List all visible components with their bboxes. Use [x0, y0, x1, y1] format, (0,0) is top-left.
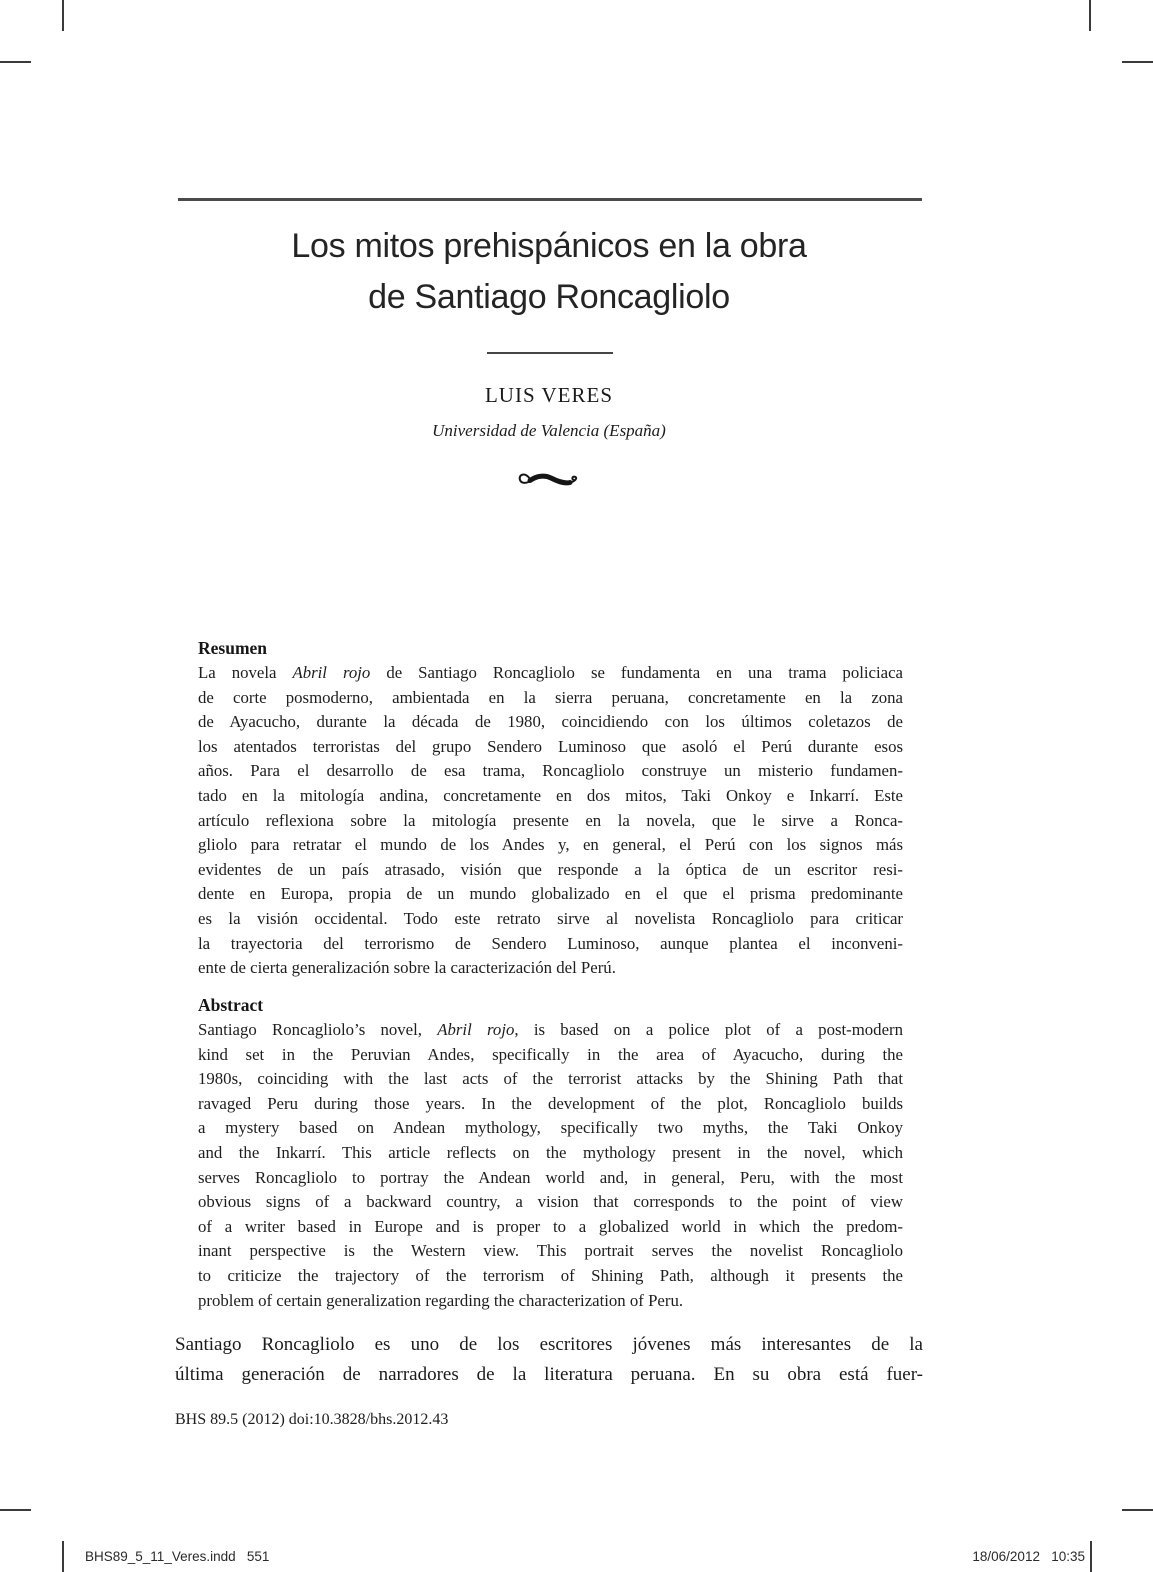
- fleuron-ornament-icon: [175, 470, 923, 492]
- text-line: evidentes de un país atrasado, visión que responde a la óptica de un escritor resi-: [198, 859, 903, 879]
- text-line: of a writer based in Europe and is proper to a globalized world in which the predom-: [198, 1216, 903, 1236]
- text-line: es la visión occidental. Todo este retrato sirve al novelista Roncagliolo para criticar: [198, 908, 903, 928]
- text-line: la trayectoria del terrorismo de Sendero Luminoso, aunque plantea el inconveni-: [198, 933, 903, 953]
- text-line: serves Roncagliolo to portray the Andean world and, in general, Peru, with the most: [198, 1167, 903, 1187]
- text-line: ente de cierta generalización sobre la caracterización del Perú.: [198, 958, 616, 978]
- text-line: inant perspective is the Western view. This portrait serves the novelist Roncagliolo: [198, 1241, 903, 1261]
- text-line: los atentados terroristas del grupo Sendero Luminoso que asoló el Perú durante esos: [198, 736, 903, 756]
- doi-citation: BHS 89.5 (2012) doi:10.3828/bhs.2012.43: [175, 1411, 449, 1428]
- resumen-text: [198, 661, 903, 981]
- author-name: LUIS VERES: [484, 383, 614, 407]
- text-line: dente en Europa, propia de un mundo globalizado en el que el prisma predominante: [198, 884, 903, 904]
- abstract-section: [198, 993, 903, 1313]
- text-line: Santiago Roncagliolo es uno de los escritores jóvenes más interesantes de la: [175, 1334, 923, 1355]
- text-line: problem of certain generalization regarding the characterization of Peru.: [198, 1290, 684, 1310]
- header-rule: [178, 198, 922, 201]
- crop-mark: [1122, 61, 1153, 63]
- article-body-text: [175, 1330, 923, 1389]
- print-filename-stamp: BHS89_5_11_Veres.indd 551: [85, 1549, 270, 1564]
- text-line: kind set in the Peruvian Andes, specifically in the area of Ayacucho, during the: [198, 1044, 903, 1064]
- crop-mark: [62, 0, 64, 31]
- author-affiliation: Universidad de Valencia (España): [432, 421, 666, 440]
- abstract-heading: Abstract: [198, 995, 264, 1015]
- print-timestamp-stamp: 18/06/2012 10:35: [972, 1549, 1085, 1564]
- text-line: tado en la mitología andina, concretamente en dos mitos, Taki Onkoy e Inkarrí. Este: [198, 785, 903, 805]
- text-line: obvious signs of a backward country, a vision that corresponds to the point of view: [198, 1192, 903, 1212]
- text-line: de corte posmoderno, ambientada en la sierra peruana, concretamente en la zona: [198, 687, 903, 707]
- crop-mark: [1089, 0, 1091, 31]
- title-line-2: de Santiago Roncagliolo: [368, 278, 730, 316]
- crop-mark: [62, 1541, 64, 1572]
- text-line: gliolo para retratar el mundo de los Andes y, en general, el Perú con los signos más: [198, 835, 903, 855]
- text-line: artículo reflexiona sobre la mitología presente en la novela, que le sirve a Ronca-: [198, 810, 903, 830]
- crop-mark: [1122, 1509, 1153, 1511]
- text-line: última generación de narradores de la literatura peruana. En su obra está fuer-: [175, 1363, 923, 1385]
- text-line: Santiago Roncagliolo’s novel, Abril rojo, is based on a police plot of a post-modern: [198, 1020, 904, 1039]
- resumen-section: [198, 636, 903, 981]
- text-line: años. Para el desarrollo de esa trama, Roncagliolo construye un misterio fundamen-: [198, 761, 903, 781]
- crop-mark: [1090, 1541, 1092, 1572]
- text-line: 1980s, coinciding with the last acts of the terrorist attacks by the Shining Path that: [198, 1069, 903, 1089]
- title-line-1: Los mitos prehispánicos en la obra: [291, 227, 807, 265]
- text-line: ravaged Peru during those years. In the development of the plot, Roncagliolo builds: [198, 1093, 903, 1113]
- article-title: [175, 221, 923, 323]
- text-line: a mystery based on Andean mythology, specifically two myths, the Taki Onkoy: [198, 1118, 903, 1138]
- text-line: La novela Abril rojo de Santiago Roncagliolo se fundamenta en una trama policiaca: [198, 663, 903, 682]
- crop-mark: [0, 61, 31, 63]
- text-line: to criticize the trajectory of the terrorism of Shining Path, although it presents the: [198, 1265, 903, 1285]
- text-line: de Ayacucho, durante la década de 1980, coincidiendo con los últimos coletazos de: [198, 712, 903, 732]
- crop-mark: [0, 1509, 31, 1511]
- text-line: and the Inkarrí. This article reflects on the mythology present in the novel, which: [198, 1142, 903, 1162]
- abstract-text: [198, 1018, 903, 1313]
- title-divider-rule: [487, 352, 613, 354]
- resumen-heading: Resumen: [198, 638, 268, 658]
